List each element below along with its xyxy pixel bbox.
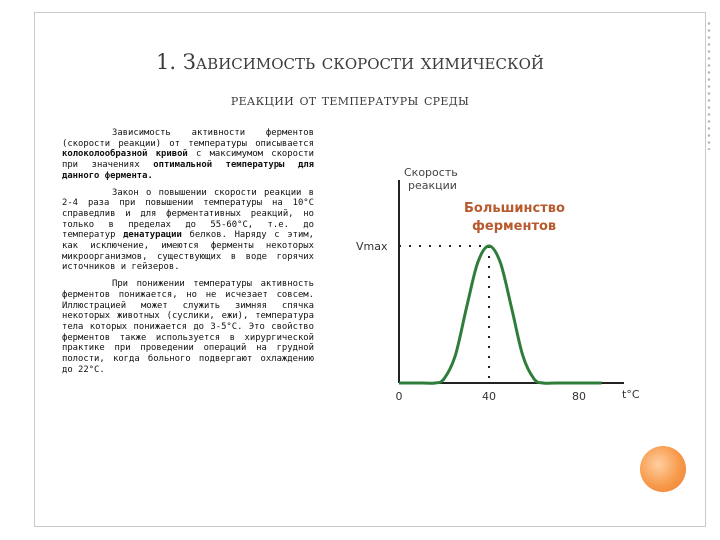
title-line-2: реакции от температуры среды [230,90,470,109]
body-text [62,128,314,381]
bell-curve-series [399,246,602,383]
slide-title [70,48,630,114]
p2-text-c: белков. Наряду с этим, как исключение, имеются ферменты некоторых микроорганизмов, существующих в воде горячих источников и гейзеров. [62,230,314,273]
paragraph-2 [62,188,314,274]
p1-bold-optimum: оптимальной температуры для данного фермента. [62,160,314,181]
p2-text-a: Закон о повышении скорости реакции в 2-4 раза при повышении температуры на 10°С справедлив и для ферментативных реакций, но только в пределах до 55-60°С, т.е. до температур [62,187,314,241]
annotation-line1: Большинство [464,201,565,216]
x-tick-40: 40 [482,390,496,403]
p1-text-a: Зависимость активности ферментов (скорости реакции) от температуры описывается [62,128,314,149]
y-axis-label-line2: реакции [408,179,457,192]
y-axis-label-line1: Скорость [404,166,458,179]
vmax-label: Vmax [356,240,388,253]
x-tick-80: 80 [572,390,586,403]
temperature-rate-chart [352,160,652,410]
paragraph-1 [62,128,314,182]
p1-bold-bell-curve: колоколообразной кривой [62,149,188,160]
decorative-dots [706,20,712,150]
x-axis-unit: t°C [622,388,640,401]
p1-text-c: с максимумом скорости при значениях [62,149,314,171]
title-line-1: 1. Зависимость скорости химической [156,50,544,74]
x-tick-0: 0 [395,390,403,403]
paragraph-3: При понижении температуры активность ферментов понижается, но не исчезает совсем. Иллюстрацией может служить зимняя спячка некоторых животных (суслики, ежи), температура тела которых понижается до 3-5°С. Это свойство ферментов также используется в хирургической практике при проведении операций на грудной полости, когда больного подвергают охлаждению до 22°С. [62,279,314,375]
annotation-line2: ферментов [472,219,557,234]
p2-bold-denaturation: денатурации [123,230,182,241]
decorative-orange-circle [640,446,686,492]
